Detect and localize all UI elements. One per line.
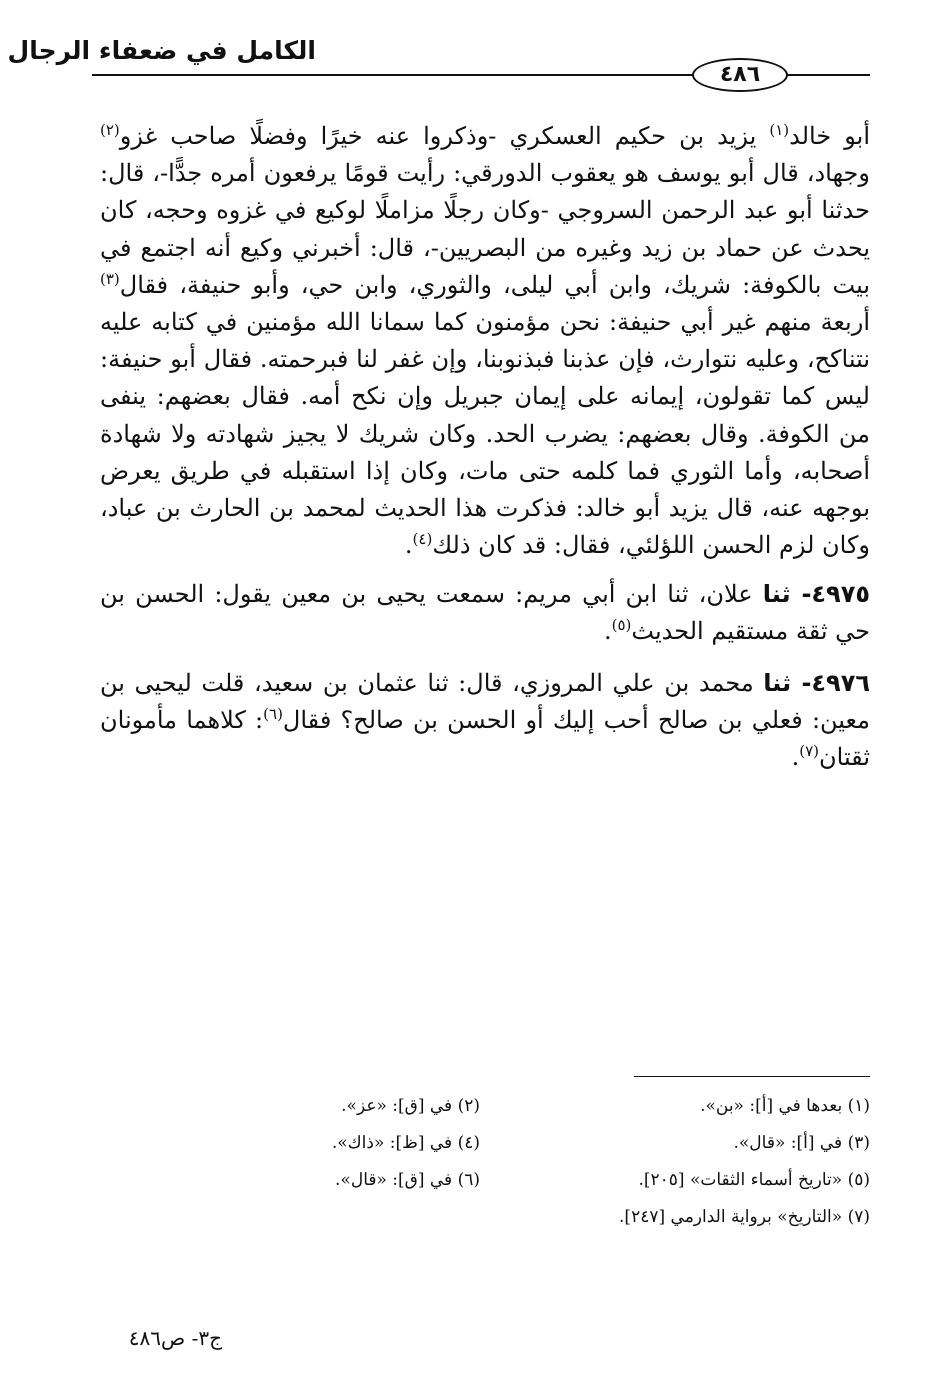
footnote-ref: (٢) [100,121,120,139]
footnote-ref: (٤) [412,530,433,549]
header-rule [92,74,692,76]
text-run: يزيد بن حكيم العسكري -وذكروا عنه خيرًا وفضلًا صاحب غزو [119,122,770,150]
entry-number: ٤٩٧٦- [791,668,870,697]
tha-keyword: ثنا [762,580,791,609]
footnote-ref: (٥) [611,616,632,635]
footnote: (٢) في [ق]: «عز». [341,1096,480,1116]
page-reference: ج٣- ص٤٨٦ [128,1326,222,1350]
text-run: أربعة منهم غير أبي حنيفة: نحن مؤمنون كما سمانا الله مؤمنين في كتابه عليه نتناكح، وعليه نتوارث، فإن عذبنا فبذنوبنا، وإن غفر لنا فبرحمته. فقال أبو حنيفة: ليس كما تقولون، إيمانه على إيمان جبريل وإن نكح أمه. فقال بعضهم: ينفى من الكوفة. وقال بعضهم: يضرب الحد. وكان شريك لا يجيز شهادته ولا شهادة أصحابه، وأما الثوري فما كلمه حتى مات، وكان إذا استقبله في طريق يعرض بوجهه عنه، قال يزيد أبو خالد: فذكرت هذا الحديث لمحمد بن الحارث بن عباد، وكان لزم الحسن اللؤلئي، فقال: قد كان ذلك [100,307,870,560]
footnote-rule [634,1076,870,1077]
tha-keyword: ثنا [763,668,792,697]
text-run: محمد بن علي المروزي، قال: ثنا عثمان بن سعيد، قلت ليحيى بن معين: فعلي بن صالح أحب إليك أو الحسن بن صالح؟ فقال [100,668,870,734]
footnote-row [90,1088,870,1125]
paragraph [100,665,870,777]
footnote-row [90,1162,870,1199]
footnote: (٦) في [ق]: «قال». [335,1170,480,1190]
footnote: (٤) في [ظ]: «ذاك». [331,1133,480,1153]
entry-number: ٤٩٧٥- [790,580,870,609]
text-run: . [404,531,413,560]
text-run: وجهاد، قال أبو يوسف هو يعقوب الدورقي: رأيت قومًا يرفعون أمره جدًّا-، قال: حدثنا أبو عبد الرحمن السروجي -وكان رجلًا مزاملًا لوكيع في غزوه وحجه، كان يحدث عن حماد بن زيد وغيره من البصريين-، قال: أخبرني وكيع أنه اجتمع في بيت بالكوفة: شريك، وابن أبي ليلى، والثوري، وابن حي، وأبو حنيفة، فقال [100,159,870,299]
text-run: . [603,617,612,646]
footnote-ref: (٧) [799,742,819,760]
text-run: . [791,743,800,771]
footnote-ref: (٦) [263,704,283,723]
footnote-row [90,1199,870,1236]
text-run: علان، ثنا ابن أبي مريم: سمعت يحيى بن معين يقول: الحسن بن حي ثقة مستقيم الحديث [100,580,870,646]
footnote: (٧) «التاريخ» برواية الدارمي [٢٤٧]. [619,1207,870,1227]
footnote-ref: (٣) [100,269,120,288]
paragraph [100,118,870,564]
footnote: (٥) «تاريخ أسماء الثقات» [٢٠٥]. [638,1170,870,1190]
footnote-row [90,1125,870,1162]
header-rule [786,74,870,76]
running-title: الكامل في ضعفاء الرجال [7,36,316,65]
footnote-ref: (١) [769,121,790,139]
footnote: (١) بعدها في [أ]: «بن». [700,1096,870,1116]
text-run: : كلاهما مأمونان ثقتان [100,705,870,771]
text-run: أبو خالد [789,122,870,150]
footnote: (٣) في [أ]: «قال». [733,1133,870,1153]
footnotes [90,1088,870,1236]
page-number-badge: ٤٨٦ [692,58,788,92]
main-text [100,118,870,790]
paragraph [100,576,870,650]
